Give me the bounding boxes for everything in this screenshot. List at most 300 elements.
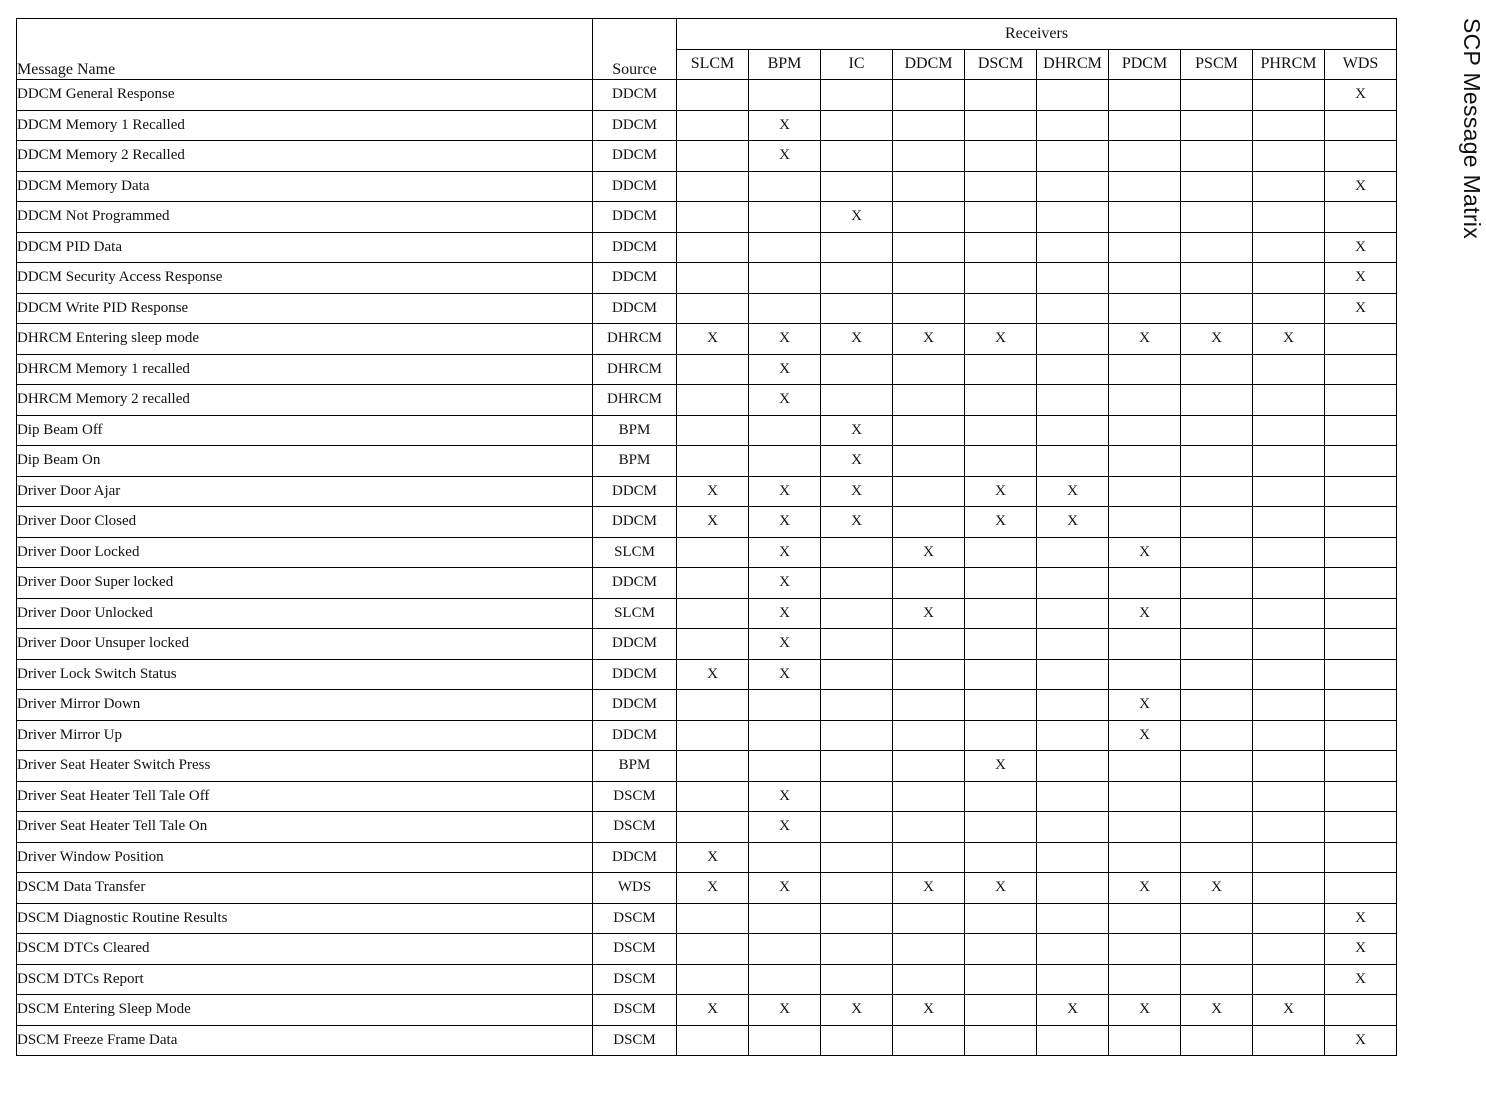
receiver-mark-cell	[749, 751, 821, 782]
message-name-cell: DDCM Not Programmed	[17, 202, 593, 233]
table-row	[17, 781, 1397, 812]
receiver-mark-cell	[1253, 385, 1325, 416]
receiver-mark-cell	[749, 293, 821, 324]
receiver-mark-cell: X	[1109, 873, 1181, 904]
message-name-cell: DDCM General Response	[17, 80, 593, 111]
source-cell: DDCM	[593, 80, 677, 111]
receiver-mark-cell	[965, 263, 1037, 294]
receiver-mark-cell	[893, 720, 965, 751]
table-row	[17, 934, 1397, 965]
table-row	[17, 80, 1397, 111]
receiver-mark-cell	[1181, 171, 1253, 202]
receiver-mark-cell	[677, 1025, 749, 1056]
receiver-mark-cell	[965, 842, 1037, 873]
receiver-mark-cell	[1181, 232, 1253, 263]
receiver-mark-cell	[821, 141, 893, 172]
receiver-mark-cell	[1253, 171, 1325, 202]
source-cell: DDCM	[593, 202, 677, 233]
receiver-mark-cell	[893, 446, 965, 477]
receiver-mark-cell: X	[965, 324, 1037, 355]
receiver-mark-cell	[893, 659, 965, 690]
table-row	[17, 232, 1397, 263]
receiver-header-pscm: PSCM	[1181, 49, 1253, 80]
receiver-mark-cell	[749, 690, 821, 721]
receiver-mark-cell	[821, 751, 893, 782]
receiver-mark-cell	[677, 751, 749, 782]
receiver-mark-cell	[1037, 110, 1109, 141]
table-row	[17, 873, 1397, 904]
receiver-mark-cell	[1325, 324, 1397, 355]
receiver-mark-cell: X	[965, 751, 1037, 782]
receiver-mark-cell	[677, 812, 749, 843]
message-name-cell: DHRCM Entering sleep mode	[17, 324, 593, 355]
receiver-mark-cell: X	[1325, 934, 1397, 965]
receiver-mark-cell: X	[893, 537, 965, 568]
receiver-mark-cell: X	[677, 507, 749, 538]
receiver-mark-cell	[965, 690, 1037, 721]
receiver-mark-cell	[1325, 842, 1397, 873]
receiver-mark-cell	[1109, 110, 1181, 141]
receiver-mark-cell	[1181, 812, 1253, 843]
receiver-mark-cell	[1253, 263, 1325, 294]
receiver-mark-cell	[1253, 781, 1325, 812]
receiver-mark-cell	[677, 415, 749, 446]
receiver-mark-cell	[1109, 659, 1181, 690]
receiver-mark-cell: X	[821, 995, 893, 1026]
receiver-mark-cell: X	[893, 995, 965, 1026]
source-cell: DSCM	[593, 812, 677, 843]
receiver-mark-cell	[965, 232, 1037, 263]
table-row	[17, 903, 1397, 934]
receiver-mark-cell	[1037, 263, 1109, 294]
receiver-mark-cell	[821, 263, 893, 294]
receiver-mark-cell: X	[749, 995, 821, 1026]
receivers-group-header: Receivers	[677, 19, 1397, 50]
source-cell: BPM	[593, 751, 677, 782]
receiver-mark-cell: X	[1181, 324, 1253, 355]
receiver-mark-cell	[893, 385, 965, 416]
receiver-mark-cell: X	[821, 415, 893, 446]
receiver-mark-cell	[893, 80, 965, 111]
receiver-mark-cell	[965, 171, 1037, 202]
receiver-mark-cell	[1325, 720, 1397, 751]
receiver-mark-cell	[1325, 110, 1397, 141]
receiver-mark-cell	[965, 446, 1037, 477]
receiver-mark-cell: X	[1325, 903, 1397, 934]
receiver-mark-cell	[1037, 415, 1109, 446]
receiver-mark-cell	[965, 629, 1037, 660]
receiver-mark-cell: X	[821, 324, 893, 355]
receiver-mark-cell: X	[749, 110, 821, 141]
receiver-mark-cell	[1181, 934, 1253, 965]
receiver-mark-cell	[1325, 812, 1397, 843]
receiver-mark-cell: X	[677, 995, 749, 1026]
table-row	[17, 171, 1397, 202]
receiver-mark-cell	[893, 110, 965, 141]
receiver-mark-cell	[1037, 598, 1109, 629]
receiver-mark-cell	[1109, 629, 1181, 660]
receiver-mark-cell	[893, 842, 965, 873]
source-cell: DDCM	[593, 171, 677, 202]
receiver-mark-cell	[1253, 903, 1325, 934]
receiver-mark-cell	[677, 171, 749, 202]
receiver-mark-cell: X	[821, 476, 893, 507]
receiver-mark-cell: X	[749, 354, 821, 385]
receiver-mark-cell	[1181, 629, 1253, 660]
message-name-cell: Driver Seat Heater Tell Tale Off	[17, 781, 593, 812]
receiver-mark-cell	[821, 1025, 893, 1056]
receiver-mark-cell	[1253, 812, 1325, 843]
receiver-mark-cell: X	[677, 324, 749, 355]
source-cell: SLCM	[593, 537, 677, 568]
receiver-mark-cell	[677, 232, 749, 263]
receiver-mark-cell	[965, 934, 1037, 965]
receiver-mark-cell	[1109, 293, 1181, 324]
receiver-mark-cell	[1181, 537, 1253, 568]
receiver-mark-cell	[965, 80, 1037, 111]
receiver-mark-cell	[893, 415, 965, 446]
receiver-mark-cell	[893, 934, 965, 965]
source-cell: DDCM	[593, 720, 677, 751]
receiver-mark-cell: X	[749, 873, 821, 904]
receiver-mark-cell: X	[749, 629, 821, 660]
header-row-group	[17, 19, 1397, 50]
receiver-mark-cell	[1181, 690, 1253, 721]
receiver-mark-cell	[1253, 110, 1325, 141]
message-name-cell: DHRCM Memory 2 recalled	[17, 385, 593, 416]
receiver-mark-cell	[749, 964, 821, 995]
receiver-mark-cell	[965, 202, 1037, 233]
receiver-mark-cell	[1325, 690, 1397, 721]
receiver-mark-cell	[677, 263, 749, 294]
receiver-mark-cell	[1325, 385, 1397, 416]
receiver-mark-cell	[965, 964, 1037, 995]
receiver-mark-cell	[965, 110, 1037, 141]
message-name-header: Message Name	[17, 19, 593, 80]
receiver-mark-cell	[1181, 842, 1253, 873]
message-name-cell: Driver Mirror Down	[17, 690, 593, 721]
table-row	[17, 202, 1397, 233]
receiver-mark-cell	[1253, 751, 1325, 782]
receiver-mark-cell	[1037, 934, 1109, 965]
receiver-mark-cell	[821, 80, 893, 111]
source-cell: DDCM	[593, 690, 677, 721]
receiver-mark-cell	[1037, 568, 1109, 599]
receiver-header-dscm: DSCM	[965, 49, 1037, 80]
receiver-mark-cell	[677, 629, 749, 660]
source-cell: DDCM	[593, 629, 677, 660]
receiver-mark-cell: X	[749, 324, 821, 355]
receiver-mark-cell	[1181, 385, 1253, 416]
receiver-mark-cell	[1325, 415, 1397, 446]
source-cell: DHRCM	[593, 385, 677, 416]
receiver-mark-cell	[1109, 232, 1181, 263]
page-title: SCP Message Matrix	[1459, 18, 1485, 239]
receiver-mark-cell	[1325, 995, 1397, 1026]
receiver-mark-cell: X	[1181, 873, 1253, 904]
receiver-mark-cell	[1181, 110, 1253, 141]
receiver-mark-cell	[965, 903, 1037, 934]
receiver-mark-cell	[1109, 263, 1181, 294]
receiver-mark-cell	[965, 354, 1037, 385]
receiver-mark-cell	[1181, 354, 1253, 385]
receiver-mark-cell	[1181, 507, 1253, 538]
receiver-mark-cell	[1253, 415, 1325, 446]
receiver-mark-cell	[1181, 1025, 1253, 1056]
receiver-mark-cell	[1037, 1025, 1109, 1056]
receiver-mark-cell	[749, 934, 821, 965]
receiver-mark-cell	[893, 232, 965, 263]
receiver-mark-cell	[1037, 903, 1109, 934]
receiver-mark-cell	[1253, 659, 1325, 690]
receiver-mark-cell	[1325, 141, 1397, 172]
message-name-cell: Driver Window Position	[17, 842, 593, 873]
receiver-mark-cell	[965, 781, 1037, 812]
receiver-mark-cell	[1181, 751, 1253, 782]
receiver-mark-cell	[893, 293, 965, 324]
receiver-mark-cell	[677, 141, 749, 172]
table-row	[17, 354, 1397, 385]
receiver-mark-cell	[1325, 568, 1397, 599]
receiver-mark-cell	[1253, 1025, 1325, 1056]
table-row	[17, 507, 1397, 538]
table-row	[17, 598, 1397, 629]
receiver-mark-cell	[1037, 202, 1109, 233]
receiver-mark-cell	[965, 812, 1037, 843]
source-cell: DDCM	[593, 476, 677, 507]
receiver-mark-cell	[893, 263, 965, 294]
receiver-mark-cell: X	[677, 476, 749, 507]
table-row	[17, 110, 1397, 141]
receiver-mark-cell	[1037, 812, 1109, 843]
receiver-mark-cell	[1325, 354, 1397, 385]
receiver-mark-cell	[965, 293, 1037, 324]
receiver-mark-cell: X	[893, 598, 965, 629]
receiver-mark-cell	[749, 263, 821, 294]
receiver-mark-cell	[1037, 80, 1109, 111]
receiver-mark-cell	[821, 293, 893, 324]
source-cell: SLCM	[593, 598, 677, 629]
receiver-mark-cell	[1109, 781, 1181, 812]
receiver-mark-cell	[1253, 873, 1325, 904]
receiver-mark-cell	[1253, 964, 1325, 995]
receiver-mark-cell	[1253, 446, 1325, 477]
receiver-mark-cell	[749, 446, 821, 477]
table-row	[17, 1025, 1397, 1056]
receiver-mark-cell	[1109, 415, 1181, 446]
receiver-mark-cell	[1253, 202, 1325, 233]
table-row	[17, 324, 1397, 355]
receiver-mark-cell	[1181, 476, 1253, 507]
receiver-mark-cell	[1325, 476, 1397, 507]
message-name-cell: DDCM Write PID Response	[17, 293, 593, 324]
receiver-mark-cell	[1109, 476, 1181, 507]
receiver-mark-cell	[1325, 202, 1397, 233]
receiver-mark-cell	[1181, 415, 1253, 446]
receiver-mark-cell: X	[749, 781, 821, 812]
receiver-mark-cell	[1037, 354, 1109, 385]
receiver-mark-cell	[965, 141, 1037, 172]
receiver-mark-cell	[893, 690, 965, 721]
message-name-cell: DSCM Diagnostic Routine Results	[17, 903, 593, 934]
receiver-mark-cell	[821, 629, 893, 660]
message-name-cell: Driver Lock Switch Status	[17, 659, 593, 690]
message-name-cell: Driver Door Closed	[17, 507, 593, 538]
receiver-mark-cell	[893, 812, 965, 843]
receiver-mark-cell	[965, 1025, 1037, 1056]
receiver-header-phrcm: PHRCM	[1253, 49, 1325, 80]
receiver-mark-cell	[1181, 263, 1253, 294]
source-cell: DSCM	[593, 781, 677, 812]
source-cell: DHRCM	[593, 324, 677, 355]
receiver-mark-cell	[1325, 751, 1397, 782]
message-name-cell: Driver Door Locked	[17, 537, 593, 568]
receiver-mark-cell: X	[1109, 324, 1181, 355]
receiver-mark-cell	[965, 995, 1037, 1026]
message-name-cell: Dip Beam On	[17, 446, 593, 477]
receiver-mark-cell	[1037, 141, 1109, 172]
receiver-mark-cell: X	[1325, 1025, 1397, 1056]
message-name-cell: DSCM Data Transfer	[17, 873, 593, 904]
receiver-mark-cell	[677, 781, 749, 812]
source-cell: DDCM	[593, 232, 677, 263]
receiver-mark-cell: X	[1109, 598, 1181, 629]
receiver-header-ddcm: DDCM	[893, 49, 965, 80]
receiver-mark-cell	[1253, 598, 1325, 629]
receiver-mark-cell: X	[749, 659, 821, 690]
message-name-cell: DSCM Freeze Frame Data	[17, 1025, 593, 1056]
receiver-mark-cell	[821, 659, 893, 690]
receiver-mark-cell	[821, 842, 893, 873]
receiver-mark-cell	[677, 354, 749, 385]
receiver-header-ic: IC	[821, 49, 893, 80]
receiver-mark-cell	[1109, 171, 1181, 202]
source-header: Source	[593, 19, 677, 80]
receiver-mark-cell	[677, 385, 749, 416]
receiver-mark-cell	[1109, 903, 1181, 934]
receiver-mark-cell	[821, 690, 893, 721]
receiver-mark-cell: X	[749, 476, 821, 507]
receiver-mark-cell	[1325, 873, 1397, 904]
receiver-mark-cell: X	[677, 873, 749, 904]
receiver-mark-cell: X	[1109, 995, 1181, 1026]
source-cell: DHRCM	[593, 354, 677, 385]
receiver-mark-cell: X	[1109, 720, 1181, 751]
receiver-mark-cell: X	[821, 446, 893, 477]
receiver-mark-cell	[1037, 446, 1109, 477]
receiver-mark-cell	[1109, 842, 1181, 873]
matrix-body	[17, 80, 1397, 1056]
receiver-mark-cell: X	[749, 507, 821, 538]
receiver-mark-cell	[749, 842, 821, 873]
source-cell: BPM	[593, 446, 677, 477]
receiver-mark-cell	[1037, 751, 1109, 782]
receiver-mark-cell	[893, 964, 965, 995]
receiver-mark-cell: X	[1037, 507, 1109, 538]
receiver-mark-cell	[1181, 202, 1253, 233]
table-row	[17, 964, 1397, 995]
receiver-mark-cell	[821, 598, 893, 629]
receiver-mark-cell: X	[677, 842, 749, 873]
receiver-mark-cell	[965, 598, 1037, 629]
receiver-mark-cell	[821, 568, 893, 599]
receiver-mark-cell: X	[749, 385, 821, 416]
receiver-mark-cell	[893, 1025, 965, 1056]
receiver-mark-cell	[1253, 629, 1325, 660]
receiver-mark-cell	[1037, 537, 1109, 568]
receiver-mark-cell	[1109, 964, 1181, 995]
receiver-mark-cell	[1037, 171, 1109, 202]
receiver-mark-cell	[1181, 659, 1253, 690]
receiver-mark-cell	[1253, 232, 1325, 263]
receiver-mark-cell	[677, 537, 749, 568]
receiver-mark-cell	[893, 568, 965, 599]
receiver-mark-cell	[1181, 446, 1253, 477]
receiver-mark-cell	[1109, 385, 1181, 416]
receiver-mark-cell	[677, 80, 749, 111]
receiver-mark-cell	[1325, 781, 1397, 812]
receiver-mark-cell	[821, 873, 893, 904]
table-row	[17, 385, 1397, 416]
receiver-mark-cell: X	[1253, 995, 1325, 1026]
source-cell: DSCM	[593, 995, 677, 1026]
receiver-header-bpm: BPM	[749, 49, 821, 80]
receiver-mark-cell	[749, 1025, 821, 1056]
receiver-mark-cell	[1181, 293, 1253, 324]
receiver-mark-cell	[1037, 385, 1109, 416]
table-row	[17, 751, 1397, 782]
table-row	[17, 141, 1397, 172]
message-name-cell: Dip Beam Off	[17, 415, 593, 446]
receiver-mark-cell	[1109, 751, 1181, 782]
source-cell: DSCM	[593, 934, 677, 965]
receiver-mark-cell	[1109, 446, 1181, 477]
table-row	[17, 812, 1397, 843]
receiver-mark-cell	[1325, 537, 1397, 568]
receiver-mark-cell: X	[821, 507, 893, 538]
receiver-mark-cell	[1253, 842, 1325, 873]
source-cell: DSCM	[593, 1025, 677, 1056]
receiver-mark-cell	[677, 720, 749, 751]
table-row	[17, 629, 1397, 660]
receiver-mark-cell	[821, 903, 893, 934]
receiver-mark-cell	[821, 232, 893, 263]
receiver-mark-cell: X	[1325, 964, 1397, 995]
receiver-mark-cell	[677, 598, 749, 629]
receiver-mark-cell	[1037, 324, 1109, 355]
message-name-cell: DDCM Memory Data	[17, 171, 593, 202]
table-row	[17, 293, 1397, 324]
receiver-mark-cell	[1109, 934, 1181, 965]
message-name-cell: DDCM Memory 2 Recalled	[17, 141, 593, 172]
receiver-mark-cell	[749, 232, 821, 263]
receiver-mark-cell	[1253, 476, 1325, 507]
receiver-mark-cell	[821, 720, 893, 751]
receiver-mark-cell	[821, 385, 893, 416]
source-cell: WDS	[593, 873, 677, 904]
receiver-mark-cell	[1181, 720, 1253, 751]
receiver-mark-cell: X	[1325, 171, 1397, 202]
table-row	[17, 568, 1397, 599]
receiver-header-dhrcm: DHRCM	[1037, 49, 1109, 80]
receiver-mark-cell	[749, 202, 821, 233]
receiver-mark-cell: X	[1037, 476, 1109, 507]
receiver-mark-cell	[821, 812, 893, 843]
message-name-cell: DHRCM Memory 1 recalled	[17, 354, 593, 385]
receiver-mark-cell: X	[1253, 324, 1325, 355]
receiver-mark-cell	[749, 171, 821, 202]
receiver-mark-cell	[1037, 690, 1109, 721]
